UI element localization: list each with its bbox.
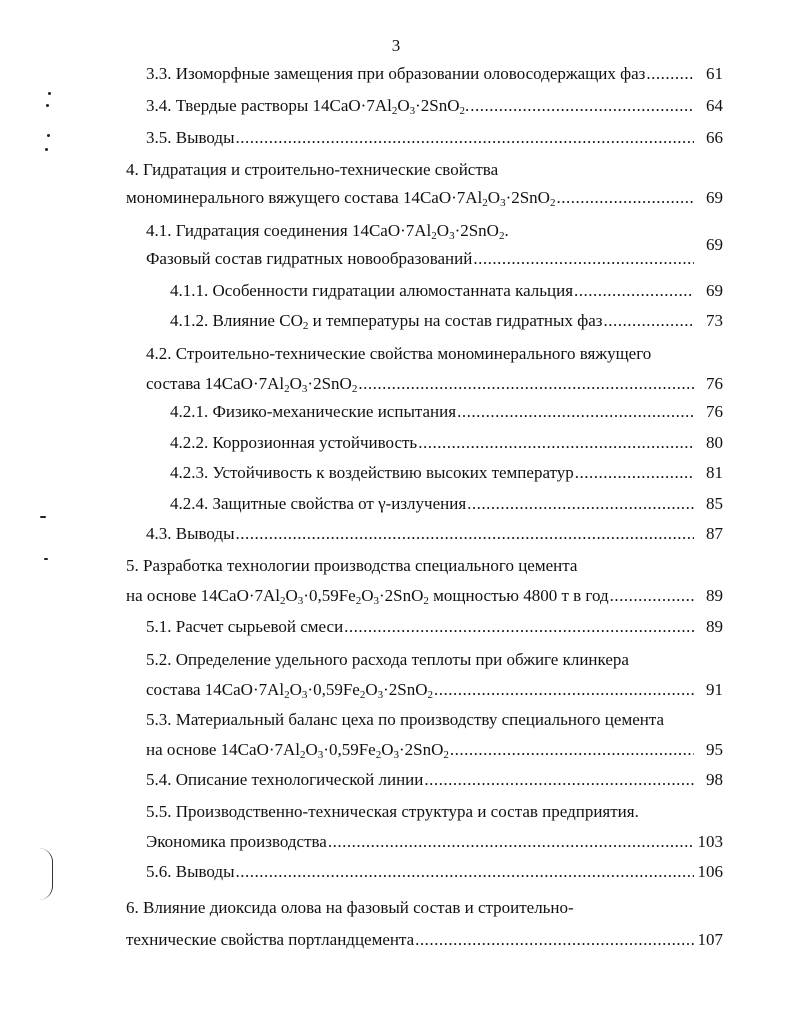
subscript: 3: [297, 595, 304, 607]
subscript: 2: [431, 230, 437, 242]
dot-leader: [603, 309, 694, 333]
dot-leader: [415, 928, 694, 952]
toc-entry: [146, 126, 694, 150]
subscript: 2: [284, 383, 290, 395]
toc-entry: [126, 158, 694, 182]
subscript: 3: [409, 105, 416, 117]
dot-leader: [328, 830, 694, 854]
dot-leader: [358, 372, 694, 396]
title-part: O: [381, 740, 394, 759]
toc-entry: [146, 62, 694, 86]
toc-page-number: 89: [706, 617, 723, 636]
subscript: 2: [300, 749, 306, 761]
toc-entry-title: Экономика производства: [146, 832, 327, 851]
subscript: 2: [443, 749, 449, 761]
dot-leader: [556, 186, 694, 210]
dot-leader: [236, 522, 694, 546]
title-part: 4.1.2. Влияние CO: [170, 311, 303, 330]
toc-entry: [170, 279, 694, 303]
toc-entry-title: [146, 372, 357, 396]
title-part: ·0,59Fe: [303, 586, 356, 605]
toc-entry-title: 4.2. Строительно-технические свойства мономинерального вяжущего: [146, 344, 652, 363]
toc-page-number: 106: [697, 862, 723, 881]
title-part: и температуры на состав гидратных фаз: [308, 311, 603, 330]
toc-entry: [126, 554, 694, 578]
title-part: ·0,59Fe: [323, 740, 376, 759]
subscript: 3: [393, 749, 399, 761]
title-part: 3.4. Твердые растворы 14CaO·7Al: [146, 96, 392, 115]
toc-entry: [170, 492, 694, 516]
toc-entry: [126, 584, 694, 608]
toc-page-number: 95: [706, 740, 723, 759]
toc-entry: [126, 928, 694, 952]
toc-entry-title: 3.5. Выводы: [146, 128, 235, 147]
toc-entry-title: 4.2.1. Физико-механические испытания: [170, 402, 457, 421]
toc-entry: [146, 678, 694, 702]
title-part: O: [436, 221, 450, 240]
title-part: O: [289, 680, 302, 699]
toc-entry: [146, 708, 694, 732]
margin-dot: [47, 134, 50, 137]
toc-entry-title: Фазовый состав гидратных новообразований: [146, 249, 473, 268]
subscript: 2: [482, 197, 488, 209]
toc-page-number: 64: [706, 96, 723, 115]
subscript: 2: [359, 689, 366, 701]
subscript: 2: [284, 689, 290, 701]
subscript: 2: [459, 105, 466, 117]
subscript: 3: [301, 383, 308, 395]
toc-page-number: 69: [706, 281, 723, 300]
subscript: 3: [373, 595, 379, 607]
dot-leader: [575, 461, 694, 485]
toc-page-number: 89: [706, 586, 723, 605]
toc-entry-title: [146, 738, 449, 762]
title-part: O: [305, 740, 318, 759]
title-part: состава 14CaO·7Al: [146, 680, 285, 699]
subscript: 2: [427, 689, 434, 701]
toc-page-number: 69: [706, 188, 723, 207]
toc-entry: [126, 186, 694, 210]
subscript: 2: [375, 749, 382, 761]
title-part: на основе 14CaO·7Al: [146, 740, 301, 759]
subscript: 2: [280, 595, 286, 607]
toc-page-number: 85: [706, 494, 723, 513]
toc-page-number: 87: [706, 524, 723, 543]
subscript: 3: [317, 749, 324, 761]
toc-page-number: 103: [697, 832, 723, 851]
toc-page-number: 107: [697, 930, 723, 949]
subscript: 3: [301, 689, 308, 701]
margin-mark: [44, 558, 48, 560]
title-part: O: [487, 188, 501, 207]
subscript: 2: [351, 383, 358, 395]
toc-entry-title: 5.1. Расчет сырьевой смеси: [146, 617, 344, 636]
toc-entry-title: [146, 219, 509, 243]
toc-entry-title: 5.3. Материальный баланс цеха по производству специального цемента: [146, 710, 665, 729]
margin-mark: [40, 516, 46, 518]
subscript: 2: [549, 197, 556, 209]
toc-entry: [170, 461, 694, 485]
margin-bracket: [38, 848, 53, 900]
toc-entry-title: 5.5. Производственно-техническая структура и состав предприятия.: [146, 802, 639, 821]
toc-entry-title: 3.3. Изоморфные замещения при образовании оловосодержащих фаз: [146, 64, 646, 83]
dot-leader: [610, 584, 694, 608]
toc-entry: [146, 247, 694, 271]
margin-dot: [48, 92, 51, 95]
toc-page-number: 76: [706, 402, 723, 421]
title-part: состава 14CaO·7Al: [146, 374, 285, 393]
toc-entry: [170, 309, 694, 333]
subscript: 2: [302, 320, 309, 332]
title-part: O: [365, 680, 378, 699]
toc-page-number: 91: [706, 680, 723, 699]
toc-page-number: 69: [706, 235, 723, 254]
title-part: ·2SnO: [415, 96, 460, 115]
toc-entry-title: 5. Разработка технологии производства специального цемента: [126, 556, 578, 575]
toc-entry-title: 4.2.4. Защитные свойства от γ-излучения: [170, 494, 467, 513]
toc-entry-title: 5.2. Определение удельного расхода теплоты при обжиге клинкера: [146, 650, 629, 669]
toc-entry: [170, 431, 694, 455]
toc-page-number: 76: [706, 374, 723, 393]
title-part: 4.1. Гидратация соединения 14CaO·7Al: [146, 221, 432, 240]
toc-entry-title: [126, 186, 555, 210]
dot-leader: [473, 247, 694, 271]
toc-entry: [146, 800, 694, 824]
toc-entry: [170, 400, 694, 424]
toc-page-number: 61: [706, 64, 723, 83]
toc-entry-title: технические свойства портландцемента: [126, 930, 415, 949]
subscript: 2: [391, 105, 398, 117]
title-part: ·2SnO: [379, 586, 424, 605]
toc-entry-title: 4.2.2. Коррозионная устойчивость: [170, 433, 418, 452]
dot-leader: [424, 768, 694, 792]
margin-dot: [45, 148, 48, 151]
dot-leader: [467, 492, 694, 516]
toc-page-number: 98: [706, 770, 723, 789]
dot-leader: [574, 279, 694, 303]
toc-entry: [146, 768, 694, 792]
toc-entry: [146, 615, 694, 639]
toc-entry: [146, 94, 694, 118]
dot-leader: [457, 400, 694, 424]
toc-entry-title: [146, 678, 433, 702]
title-part: мономинерального вяжущего состава 14CaO·7Al: [126, 188, 483, 207]
toc-page-number: 73: [706, 311, 723, 330]
toc-entry: [146, 219, 694, 243]
toc-entry: [146, 648, 694, 672]
subscript: 3: [500, 197, 506, 209]
title-part: .: [465, 96, 470, 115]
toc-entry: [126, 896, 694, 920]
toc-page-number: 81: [706, 463, 723, 482]
page-number: 3: [391, 36, 401, 55]
title-part: ·0,59Fe: [307, 680, 360, 699]
title-part: на основе 14CaO·7Al: [126, 586, 281, 605]
toc-entry-title: 4.1.1. Особенности гидратации алюмостанната кальция: [170, 281, 574, 300]
dot-leader: [418, 431, 694, 455]
title-part: O: [289, 374, 302, 393]
toc-entry-title: 6. Влияние диоксида олова на фазовый состав и строительно-: [126, 898, 574, 917]
title-part: мощностью 4800 т в год: [428, 586, 609, 605]
dot-leader: [434, 678, 694, 702]
title-part: .: [504, 221, 509, 240]
toc-entry-title: [146, 94, 469, 118]
subscript: 3: [449, 230, 455, 242]
title-part: ·2SnO: [454, 221, 499, 240]
toc-entry: [146, 372, 694, 396]
title-part: ·2SnO: [505, 188, 550, 207]
toc-entry-title: 5.4. Описание технологической линии: [146, 770, 424, 789]
toc-entry-title: 5.6. Выводы: [146, 862, 235, 881]
toc-entry-title: 4.3. Выводы: [146, 524, 235, 543]
dot-leader: [236, 860, 694, 884]
dot-leader: [470, 94, 694, 118]
margin-dot: [46, 104, 49, 107]
dot-leader: [236, 126, 694, 150]
dot-leader: [344, 615, 694, 639]
title-part: O: [397, 96, 410, 115]
toc-page-number: 66: [706, 128, 723, 147]
subscript: 3: [377, 689, 384, 701]
toc-entry-title: [170, 309, 602, 333]
toc-entry: [146, 342, 694, 366]
toc-entry-title: [126, 584, 609, 608]
dot-leader: [450, 738, 694, 762]
toc-page-number: 80: [706, 433, 723, 452]
title-part: O: [285, 586, 298, 605]
toc-entry: [146, 522, 694, 546]
toc-entry: [146, 860, 694, 884]
subscript: 2: [423, 595, 429, 607]
toc-entry: [146, 738, 694, 762]
title-part: ·2SnO: [383, 680, 428, 699]
toc-entry: [146, 830, 694, 854]
toc-entry-title: 4.2.3. Устойчивость к воздействию высоких температур: [170, 463, 574, 482]
subscript: 2: [355, 595, 362, 607]
toc-entry-title: 4. Гидратация и строительно-технические свойства: [126, 160, 499, 179]
title-part: O: [361, 586, 374, 605]
title-part: ·2SnO: [307, 374, 352, 393]
subscript: 2: [498, 230, 505, 242]
title-part: ·2SnO: [399, 740, 444, 759]
